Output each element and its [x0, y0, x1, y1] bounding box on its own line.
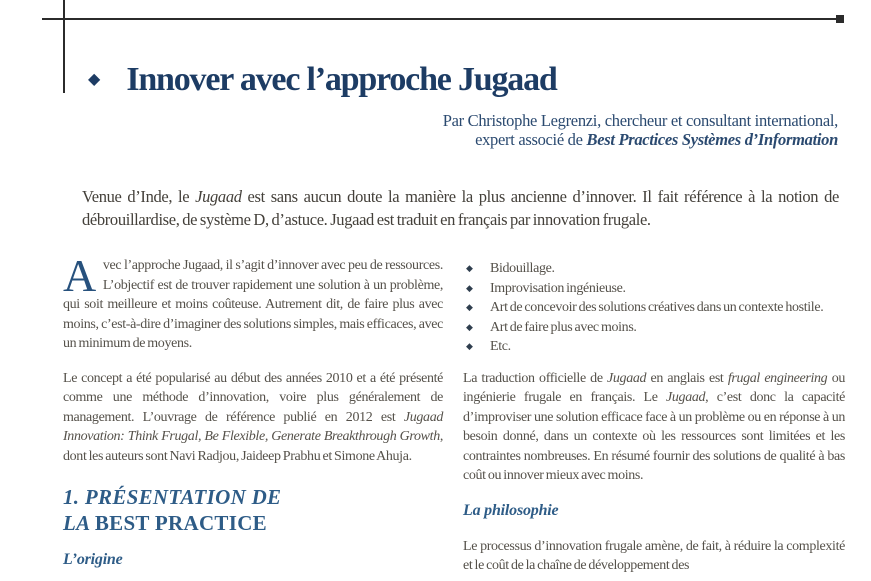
paragraph-traduction-text3: ou ingénierie frugale en français. Le: [463, 370, 846, 405]
bullet-diamond-icon: ◆: [466, 263, 473, 273]
bullet-diamond-icon: ◆: [466, 302, 473, 312]
intro-text: Venue d’Inde, le: [82, 186, 196, 206]
byline-line1: Par Christophe Legrenzi, chercheur et consultant international,: [442, 111, 838, 130]
frugal-engineering-italic: frugal engineering: [727, 370, 828, 386]
paragraph-approche-text: vec l’approche Jugaad, il s’agit d’innover avec peu de ressources. L’objectif est de trouver rapidement une solution à un problème, qui soit meilleure et moins coûteuse. Autrement dit, de faire plus avec moins, c’est-à-dire d’imaginer des solutions simples, mais efficaces, avec un minimum de moyens.: [63, 258, 443, 351]
list-item-text: Improvisation ingénieuse.: [490, 280, 626, 296]
list-item: [463, 259, 845, 279]
publication-name: Best Practices Systèmes d’Information: [586, 129, 838, 149]
paragraph-concept-text: Le concept a été popularisé au début des années 2010 et a été présenté comme une méthode d’innovation, voire plus généralement de management. L’ouvrage de référence publié en 2012 est: [63, 370, 443, 425]
intro-italic-term: Jugaad: [195, 186, 242, 206]
bullet-diamond-icon: ◆: [466, 282, 473, 293]
section-heading-line1: 1. PRÉSENTATION DE: [63, 485, 282, 509]
list-item: [463, 298, 845, 318]
list-item-text: Etc.: [490, 339, 511, 354]
section-heading-presentation: [63, 484, 443, 536]
jugaad-italic: Jugaad: [607, 370, 647, 386]
list-item: [463, 318, 845, 338]
paragraph-concept-text-continued: , dont les auteurs sont Navi Radjou, Jaideep Prabhu et Simone Ahuja.: [63, 429, 443, 464]
column-left: [63, 250, 443, 569]
bullet-diamond-icon: ◆: [466, 341, 473, 351]
list-item-text: Bidouillage.: [490, 261, 555, 276]
paragraph-traduction-text4: , c’est donc la capacité d’improviser une solution efficace face à un problème ou en réponse à un besoin donné, dans un contexte où les ressources sont limitées et les contraintes nombreuses. En résumé fournir des solutions de qualité à bas coût ou innover mieux avec moins.: [463, 390, 845, 483]
paragraph-traduction-text: La traduction officielle de: [463, 370, 608, 386]
byline-line2: [443, 131, 838, 150]
intro-text-continued: est sans aucun doute la manière la plus ancienne d’innover. Il fait référence à la notion de débrouillardise, de système D, d’astuce. Jugaad est traduit en français par innovation frugale.: [82, 186, 839, 229]
column-right: [463, 256, 845, 576]
intro-paragraph: [82, 185, 839, 231]
subheading-origine: L’origine: [63, 551, 123, 568]
page-title: Innover avec l’approche Jugaad: [126, 61, 557, 98]
subheading-philosophie: La philosophie: [463, 501, 559, 519]
bullet-diamond-icon: ◆: [466, 321, 473, 332]
bullet-list: [463, 259, 845, 357]
paragraph-approche: [63, 250, 443, 354]
left-vertical-rule: [63, 0, 65, 93]
section-heading-line2-roman: BEST PRACTICE: [94, 511, 267, 535]
list-item: [463, 337, 845, 357]
top-horizontal-rule: [42, 18, 836, 20]
top-rule-end-square: [836, 15, 844, 23]
jugaad-italic: Jugaad: [666, 390, 706, 405]
list-item-text: Art de faire plus avec moins.: [490, 319, 637, 335]
diamond-bullet-icon: ◆: [88, 71, 101, 88]
list-item-text: Art de concevoir des solutions créatives dans un contexte hostile.: [490, 300, 824, 315]
byline-line2-prefix: expert associé de: [475, 129, 587, 149]
book-title-italic: Jugaad Innovation: Think Frugal, Be Flexible, Generate Breakthrough Growth: [63, 409, 443, 444]
paragraph-concept: [63, 369, 443, 467]
paragraph-traduction: [463, 369, 845, 486]
paragraph-traduction-text2: en anglais est: [646, 370, 728, 386]
title-row: [88, 60, 557, 100]
section-heading-line2-italic: LA: [63, 511, 95, 535]
paragraph-processus: Le processus d’innovation frugale amène, de fait, à réduire la complexité et le coût de la chaîne de développement des: [463, 538, 845, 573]
list-item: [463, 279, 845, 299]
byline: [443, 112, 838, 149]
drop-cap: A: [63, 250, 96, 301]
